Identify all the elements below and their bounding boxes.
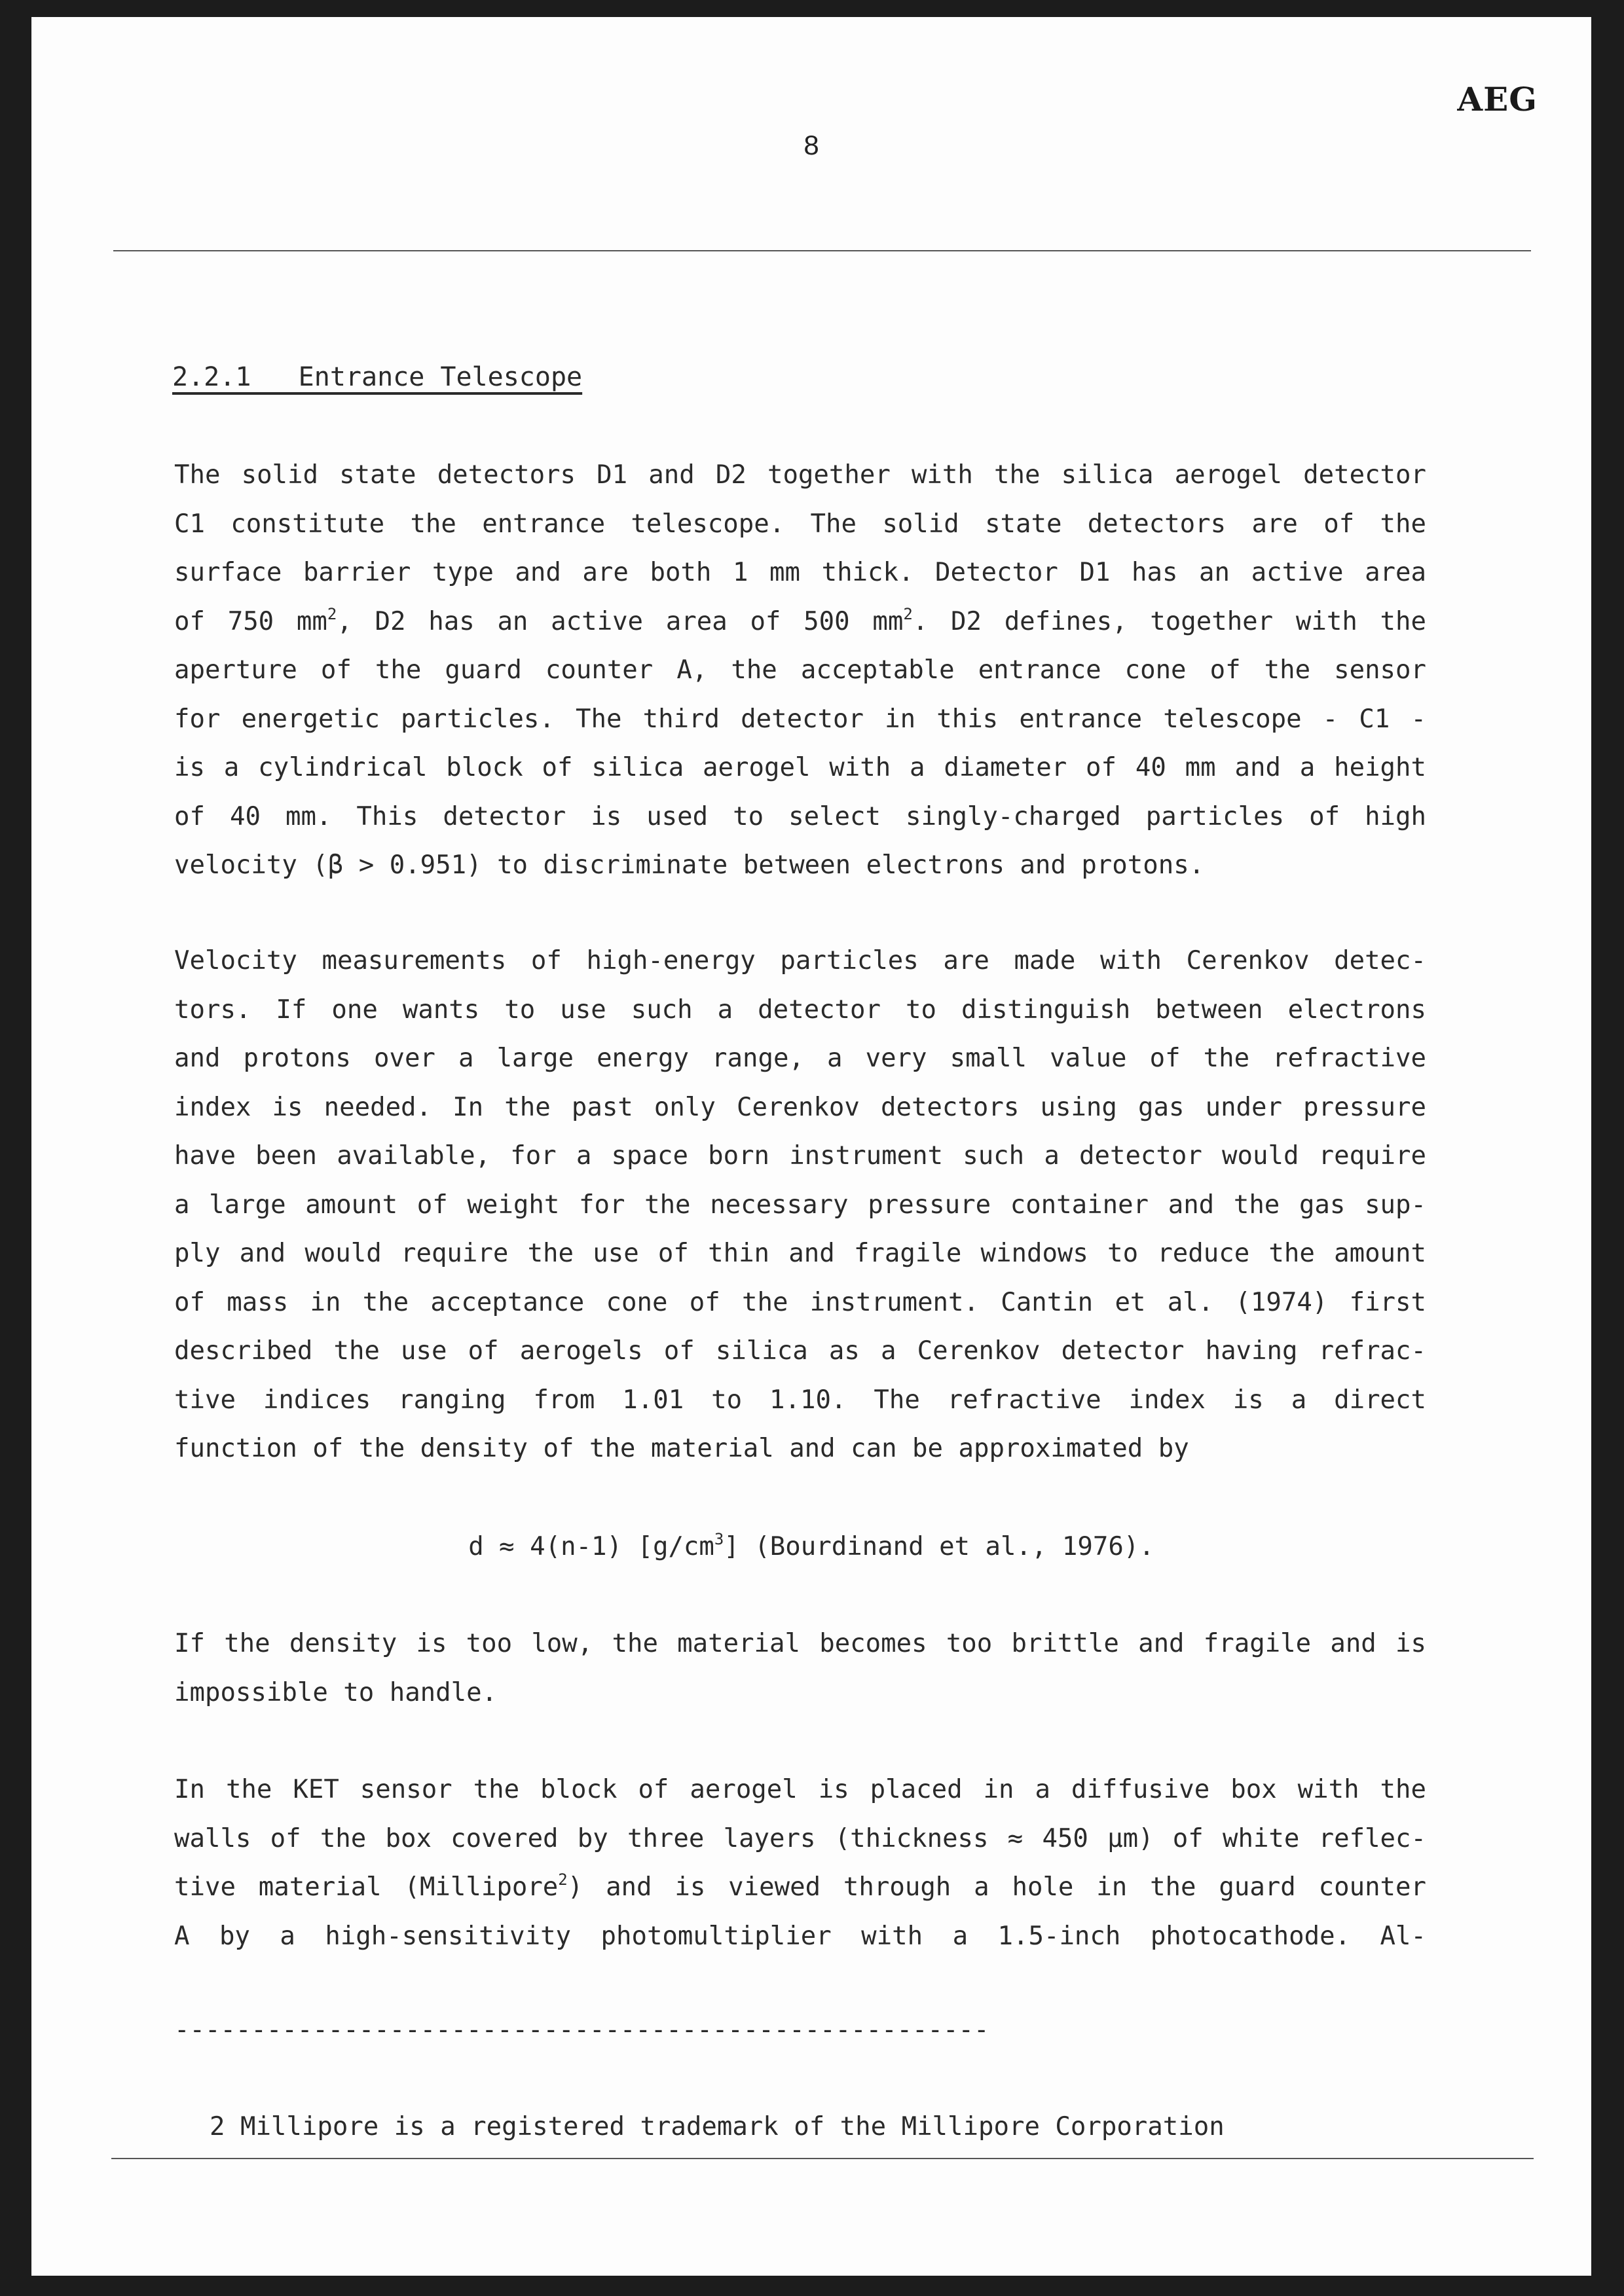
- footer-rule: [111, 2158, 1534, 2159]
- paragraph-velocity-measurements: [174, 937, 1426, 1474]
- paragraph-entrance-telescope: [174, 451, 1426, 890]
- text-line: have been available, for a space born instrument such a detector would require: [174, 1141, 1426, 1171]
- text-line: tors. If one wants to use such a detector to distinguish between electrons: [174, 994, 1426, 1025]
- text-line: impossible to handle.: [174, 1677, 498, 1707]
- footnote-separator: -----------------------------------------------------: [174, 2015, 989, 2045]
- text-line: Velocity measurements of high-energy particles are made with Cerenkov detec-: [174, 946, 1426, 975]
- text-line-with-footnote-ref: [174, 1863, 1426, 1912]
- text-fragment: . D2 defines, together with the: [912, 606, 1426, 636]
- text-fragment: , D2 has an active area of 500 mm: [337, 606, 904, 636]
- footnote: 2 Millipore is a registered trademark of the Millipore Corporation: [210, 2112, 1225, 2141]
- text-fragment: of 750 mm: [174, 606, 327, 636]
- text-line: of 40 mm. This detector is used to select singly-charged particles of high: [174, 801, 1426, 831]
- text-line: ply and would require the use of thin and fragile windows to reduce the amount: [174, 1239, 1426, 1268]
- text-line: and protons over a large energy range, a very small value of the refractive: [174, 1044, 1426, 1073]
- text-line: A by a high-sensitivity photomultiplier with a 1.5-inch photocathode. Al-: [174, 1921, 1426, 1951]
- text-line: for energetic particles. The third detector in this entrance telescope - C1 -: [174, 704, 1426, 734]
- text-line: aperture of the guard counter A, the acceptable entrance cone of the sensor: [174, 655, 1426, 685]
- text-line: velocity (β > 0.951) to discriminate between electrons and protons.: [174, 850, 1205, 880]
- paragraph-ket-sensor: [174, 1766, 1426, 1961]
- superscript: 3: [714, 1530, 724, 1548]
- text-line: If the density is too low, the material becomes too brittle and fragile and is: [174, 1629, 1426, 1658]
- formula-text: ] (Bourdinand et al., 1976).: [724, 1532, 1154, 1561]
- text-line: C1 constitute the entrance telescope. The solid state detectors are of the: [174, 509, 1426, 539]
- text-line: walls of the box covered by three layers (thickness ≈ 450 µm) of white reflec-: [174, 1823, 1426, 1853]
- footnote-reference: 2: [558, 1870, 568, 1889]
- superscript: 2: [903, 604, 913, 623]
- text-line: a large amount of weight for the necessary pressure container and the gas sup-: [174, 1190, 1426, 1220]
- text-line: function of the density of the material and can be approximated by: [174, 1434, 1189, 1463]
- document-page: [31, 17, 1591, 2276]
- text-line: tive indices ranging from 1.01 to 1.10. The refractive index is a direct: [174, 1385, 1426, 1415]
- text-line: surface barrier type and are both 1 mm thick. Detector D1 has an active area: [174, 558, 1426, 587]
- text-fragment: tive material (Millipore: [174, 1872, 559, 1902]
- text-line-with-units: [174, 598, 1426, 647]
- text-line: In the KET sensor the block of aerogel is placed in a diffusive box with the: [174, 1775, 1426, 1804]
- superscript: 2: [327, 604, 337, 623]
- text-line: The solid state detectors D1 and D2 together with the silica aerogel detector: [174, 460, 1426, 490]
- text-line: of mass in the acceptance cone of the instrument. Cantin et al. (1974) first: [174, 1287, 1426, 1317]
- paragraph-density: [174, 1620, 1426, 1717]
- brand-logo: AEG: [1457, 80, 1538, 118]
- formula-text: d ≈ 4(n-1) [g/cm: [468, 1532, 714, 1561]
- text-line: index is needed. In the past only Cerenkov detectors using gas under pressure: [174, 1092, 1426, 1122]
- section-heading: 2.2.1 Entrance Telescope: [172, 362, 583, 392]
- text-fragment: ) and is viewed through a hole in the guard counter: [567, 1872, 1426, 1902]
- text-line: is a cylindrical block of silica aerogel with a diameter of 40 mm and a height: [174, 753, 1426, 782]
- text-line: described the use of aerogels of silica as a Cerenkov detector having refrac-: [174, 1336, 1426, 1366]
- page-number: 8: [803, 130, 819, 160]
- density-formula: [31, 1523, 1591, 1572]
- header-rule: [113, 250, 1531, 251]
